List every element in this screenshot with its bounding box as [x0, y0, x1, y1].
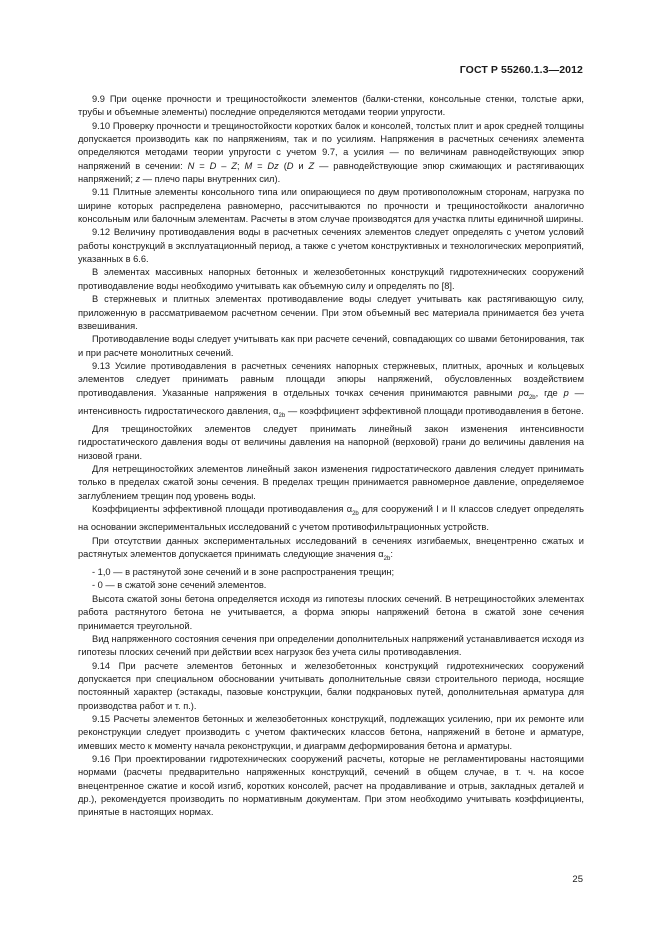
paragraph-9-14: 9.14 При расчете элементов бетонных и железобетонных конструкций гидротехнических сооружений допускается при специальном обосновании учитывать дополнительные связи строительного периода, носящие постоянный характер (эстакады, пазовые конструкции, балки подкрановых путей, дополнительная арматура для производства работ и т. п.). [78, 660, 584, 711]
p913-rest2: — коэффициент эффективной площади противодавления в бетоне. [285, 405, 584, 416]
p913-text: 9.13 Усилие противодавления в расчетных сечениях напорных стержневых, плитных, арочных и кольцевых элементов следует принимать равным площади эпюры напряжений, обусловленных воздействием противодавления. Указанные напряжения в отдельных точках сечения принимаются равными [78, 360, 584, 398]
p913-where: , где [535, 387, 564, 398]
paragraph-9-13 [78, 360, 584, 423]
paragraph-massive: В элементах массивных напорных бетонных и железобетонных конструкций гидротехнических сооружений противодавление воды необходимо учитывать как объемную силу и определять по [8]. [78, 267, 584, 291]
coef-rest: для сооружений I и II классов следует определять на основании экспериментальных исследований с учетом противофильтрационных устройств. [78, 504, 584, 533]
paragraph-coefficients [78, 503, 584, 535]
paragraph-compressed-zone-height: Высота сжатой зоны бетона определяется исходя из гипотезы плоских сечений. В нетрещиностойких элементах работа растянутого бетона не учитывается, а форма эпюры напряжений бетона в сжатой зоне сечения принимается треугольной. [78, 593, 584, 631]
p910-paren: ( [278, 160, 287, 171]
p910-D2: D [286, 160, 294, 171]
list-item-compression-zone: - 0 — в сжатой зоне сечений элементов. [92, 580, 267, 591]
p910-text: 9.10 Проверку прочности и трещиностойкости коротких балок и консолей, толстых плит и арок средней толщины допускается производить как по напряжениям, так и по усилиям. Напряжения в расчетных сечениях элемента определяются методами теории упругости с учетом 9.7, а усилия — по величинам равнодействующих эпюр напряжений в сечении: [78, 120, 584, 171]
list-item-tension-zone: - 1,0 — в растянутой зоне сечений и в зоне распространения трещин; [92, 567, 395, 578]
paragraph-9-12: 9.12 Величину противодавления воды в расчетных сечениях элементов следует определять с учетом условий работы конструкций в эксплуатационный период, а также с учетом конструктивных и технологических мероприятий, указанных в 6.6. [78, 227, 584, 265]
coef-text: Коэффициенты эффективной площади противодавления [92, 504, 344, 515]
paragraph-9-10 [78, 120, 584, 187]
p910-Dz: Dz [267, 160, 279, 171]
p913-p2: p [563, 387, 569, 398]
p910-D: D [209, 160, 217, 171]
p913-alpha2: α [273, 405, 279, 416]
coef-alpha: α [346, 504, 353, 515]
p910-sep: ; [236, 160, 245, 171]
p913-alpha: α [523, 387, 529, 398]
paragraph-9-16: 9.16 При проектировании гидротехнических сооружений расчеты, которые не регламентированы настоящими нормами (расчеты предварительно напряженных конструкций, сечений в общем случае, в т. ч. на косое внецентренное сжатие и косой изгиб, коротких консолей, расчет на продавливание и отрыв, закладных деталей и др.), рекомендуется производить по нормативным документам. При этом необходимо учитывать коэффициенты, принятые в настоящих нормах. [78, 753, 584, 818]
document-code: ГОСТ Р 55260.1.3—2012 [459, 64, 583, 76]
p910-end: — плечо пары внутренних сил). [140, 174, 281, 185]
abs-text: При отсутствии данных экспериментальных исследований в сечениях изгибаемых, внецентренно сжатых и растянутых элементов допускается принимать следующие значения [78, 535, 584, 559]
paragraph-rod: В стержневых и плитных элементах противодавление воды следует учитывать как растягивающую силу, приложенную в рассматриваемом расчетном сечении. При этом объемный вес материала принимается без учета взвешивания. [78, 294, 584, 331]
paragraph-non-crack-resistant: Для нетрещиностойких элементов линейный закон изменения гидростатического давления следует принимать только в пределах сжатой зоны сечения. В пределах трещин принимается равномерное давление, определяемое заглублением трещин под уровень воды. [78, 464, 584, 501]
p913-rest1: — интенсивность гидростатического давления, [78, 387, 584, 416]
coef-sub: 2b [352, 510, 359, 517]
document-body [78, 93, 584, 820]
p910-M: M [244, 160, 253, 171]
paragraph-9-15: 9.15 Расчеты элементов бетонных и железобетонных конструкций, подлежащих усилению, при их ремонте или реконструкции следует производить с учетом фактических классов бетона, напряжений в бетоне и арматуре, имевших место к моменту начала реконструкции, и диаграмм деформирования бетона и арматуры. [78, 713, 584, 751]
abs-sub: 2b [383, 555, 391, 562]
p913-sub: 2b [528, 394, 536, 401]
paragraph-9-9: 9.9 При оценке прочности и трещиностойкости элементов (балки-стенки, консольные стенки, толстые арки, трубы и объемные элементы) последние определяются методами теории упругости. [78, 94, 584, 118]
paragraph-absence [78, 535, 584, 567]
paragraph-9-11: 9.11 Плитные элементы консольного типа или опирающиеся по двум противоположным сторонам, нагрузка по ширине которых распределена равномерно, рассчитываются по прочности и трещиностойкости аналогично консольным или балочным элементам. Расчеты в этом случае производятся для участка плиты единичной ширины. [78, 187, 584, 225]
p910-minus: – [216, 160, 232, 171]
p910-and: и [293, 160, 309, 171]
p910-z: z [135, 174, 141, 185]
paragraph-seams: Противодавление воды следует учитывать как при расчете сечений, совпадающих со швами бетонирования, так и при расчете монолитных сечений. [78, 334, 584, 358]
page-number: 25 [572, 874, 583, 885]
p913-p: p [518, 387, 524, 398]
paragraph-stress-state: Вид напряженного состояния сечения при определении дополнительных напряжений устанавливается исходя из гипотезы плоских сечений при действии всех нагрузок без учета силы противодавления. [78, 633, 584, 658]
abs-alpha: α [378, 548, 384, 559]
abs-end: : [390, 548, 393, 559]
paragraph-crack-resistant: Для трещиностойких элементов следует принимать линейный закон изменения интенсивности гидростатического давления воды от величины давления на напорной (верховой) грани до величины давления на низовой грани. [78, 423, 584, 461]
p910-eq2: = [252, 160, 268, 171]
p913-sub2: 2b [278, 412, 286, 419]
p910-N: N [187, 160, 195, 171]
p910-eq1: = [194, 160, 210, 171]
p910-rest: — равнодействующие эпюр сжимающих и растягивающих напряжений; [78, 160, 584, 185]
p910-Z: Z [231, 160, 237, 171]
p910-Z2: Z [308, 160, 315, 171]
